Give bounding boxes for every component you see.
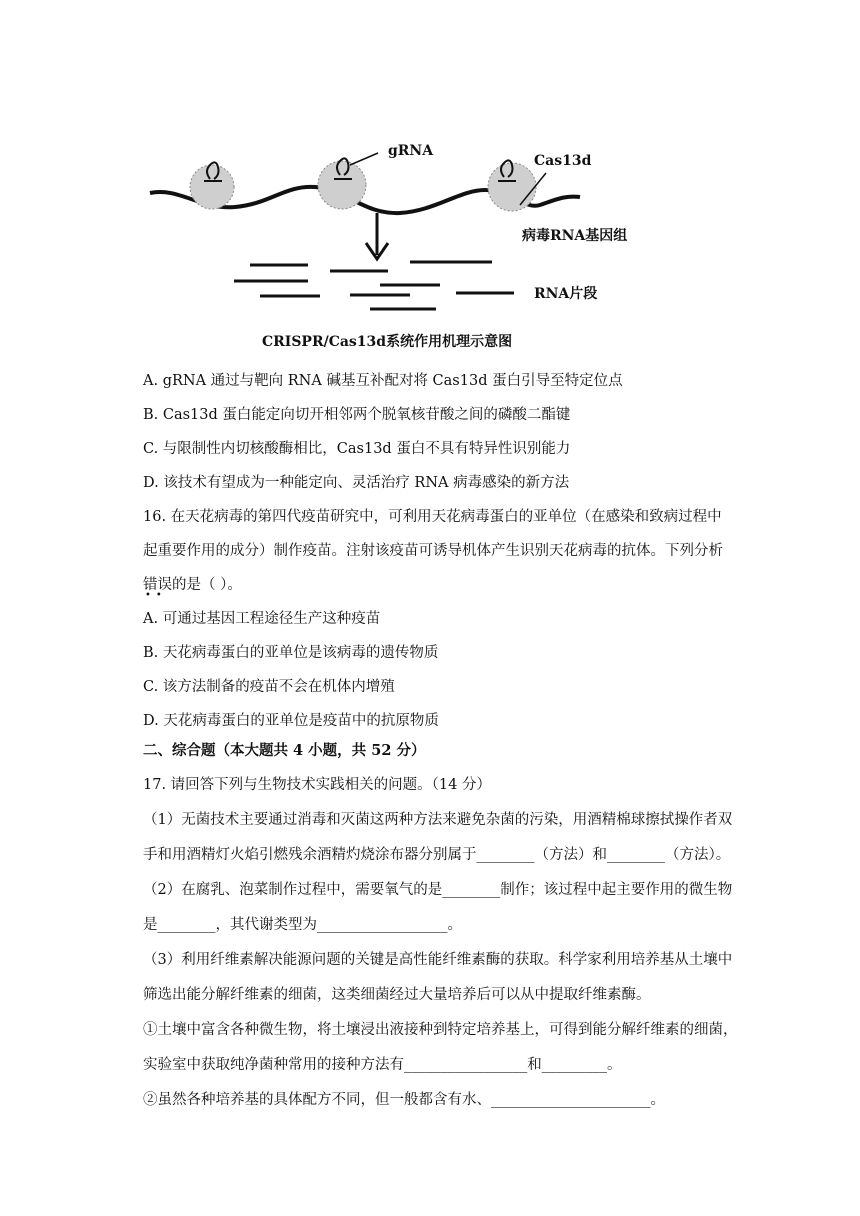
- q16-option-d: D. 天花病毒蛋白的亚单位是疫苗中的抗原物质: [143, 713, 439, 729]
- emphasis-dots: ••: [145, 590, 167, 601]
- q16-option-c: C. 该方法制备的疫苗不会在机体内增殖: [143, 679, 395, 695]
- rna-fragments-label: RNA片段: [534, 286, 598, 302]
- viral-rna-genome-label: 病毒RNA基因组: [522, 228, 628, 244]
- q17-part2-line2: 是________，其代谢类型为__________________。: [143, 917, 462, 933]
- q15-option-d: D. 该技术有望成为一种能定向、灵活治疗 RNA 病毒感染的新方法: [143, 475, 570, 491]
- q16-option-a: A. 可通过基因工程途径生产这种疫苗: [143, 611, 381, 627]
- figure-caption: CRISPR/Cas13d系统作用机理示意图: [262, 334, 513, 350]
- cas13d-complex-2: [318, 153, 378, 209]
- q16-stem-line1: 16. 在天花病毒的第四代疫苗研究中，可利用天花病毒蛋白的亚单位（在感染和致病过程中: [143, 509, 722, 525]
- rna-fragments: [234, 262, 514, 309]
- q17-part3-line2: 筛选出能分解纤维素的细菌，这类细菌经过大量培养后可以从中提取纤维素酶。: [143, 987, 651, 1003]
- q17-part2-line1: （2）在腐乳、泡菜制作过程中，需要氧气的是________制作；该过程中起主要作用的微生物: [143, 882, 733, 898]
- cas13d-label: Cas13d: [534, 153, 592, 169]
- grna-label: gRNA: [388, 143, 434, 159]
- q17-sub1-line1: ①土壤中富含各种微生物，将土壤浸出液接种到特定培养基上，可得到能分解纤维素的细菌，: [143, 1022, 738, 1038]
- down-arrow-icon: [366, 213, 388, 259]
- q16-stem-line3: 错误的是（ ）。: [143, 577, 242, 593]
- section-title: 二、综合题（本大题共 4 小题，共 52 分）: [143, 742, 426, 759]
- q17-part1-line2: 手和用酒精灯火焰引燃残余酒精灼烧涂布器分别属于________（方法）和________（方法）。: [143, 847, 731, 863]
- q17-sub2-line1: ②虽然各种培养基的具体配方不同，但一般都含有水、______________________。: [143, 1092, 665, 1108]
- q16-stem-line2: 起重要作用的成分）制作疫苗。注射该疫苗可诱导机体产生识别天花病毒的抗体。下列分析: [143, 543, 723, 559]
- q17-stem: 17. 请回答下列与生物技术实践相关的问题。（14 分）: [143, 777, 491, 793]
- q17-part3-line1: （3）利用纤维素解决能源问题的关键是高性能纤维素酶的获取。科学家利用培养基从土壤中: [143, 952, 733, 968]
- crispr-diagram: [140, 135, 628, 355]
- q15-option-c: C. 与限制性内切核酸酶相比，Cas13d 蛋白不具有特异性识别能力: [143, 441, 571, 457]
- q15-option-a: A. gRNA 通过与靶向 RNA 碱基互补配对将 Cas13d 蛋白引导至特定位点: [143, 373, 623, 389]
- q17-part1-line1: （1）无菌技术主要通过消毒和灭菌这两种方法来避免杂菌的污染，用酒精棉球擦拭操作者双: [143, 812, 733, 828]
- cas13d-complex-1: [190, 162, 234, 209]
- q16-option-b: B. 天花病毒蛋白的亚单位是该病毒的遗传物质: [143, 645, 439, 661]
- q17-sub1-line2: 实验室中获取纯净菌种常用的接种方法有_________________和_________。: [143, 1057, 622, 1073]
- q15-option-b: B. Cas13d 蛋白能定向切开相邻两个脱氧核苷酸之间的磷酸二酯键: [143, 407, 571, 423]
